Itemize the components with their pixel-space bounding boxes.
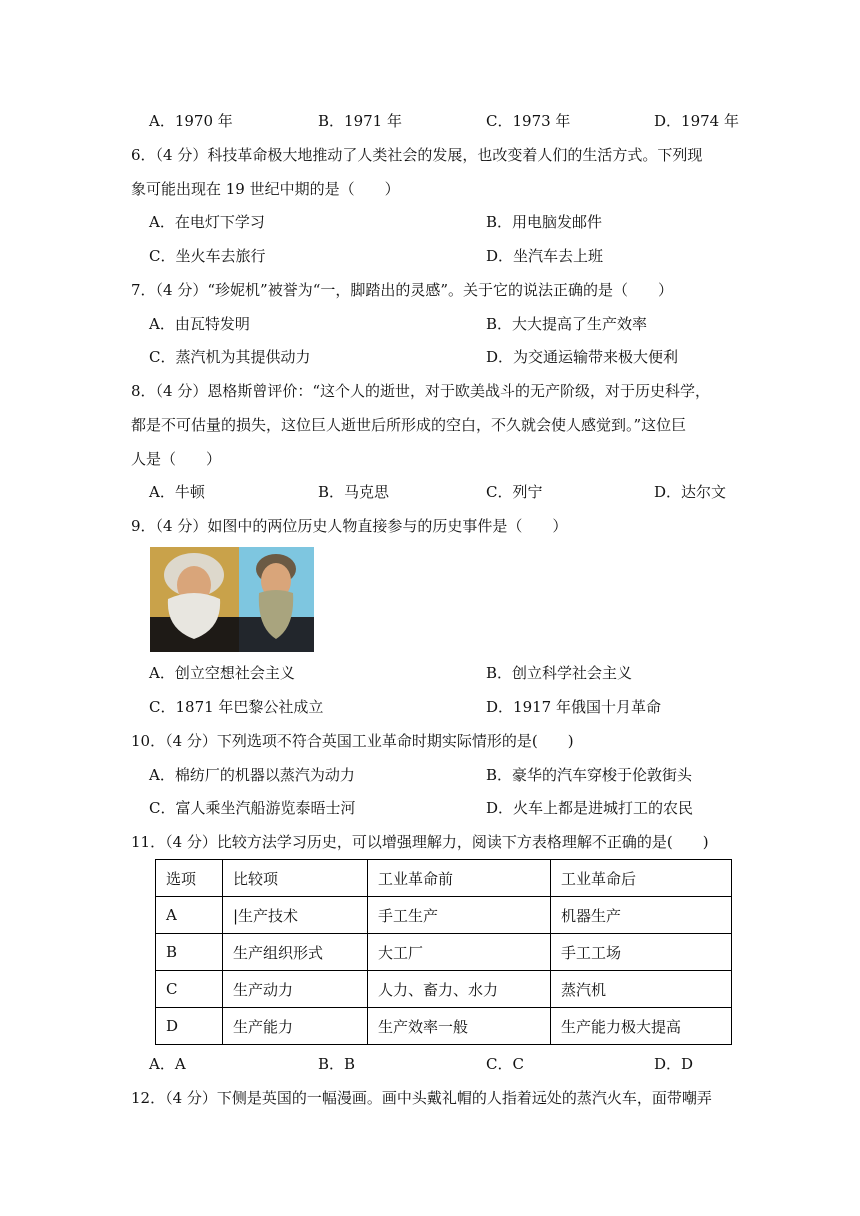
table-header-cell: 工业革命前 xyxy=(368,860,551,897)
marx-portrait xyxy=(150,547,239,652)
q7-option-a: A．由瓦特发明 xyxy=(149,315,250,333)
table-cell: B xyxy=(156,934,223,971)
q8-option-d: D．达尔文 xyxy=(654,483,727,501)
table-row xyxy=(156,934,732,971)
q12-stem: 12．（4 分）下侧是英国的一幅漫画。画中头戴礼帽的人指着远处的蒸汽火车，面带嘲弄 xyxy=(131,1089,712,1107)
table-row xyxy=(156,897,732,934)
engels-portrait xyxy=(239,547,314,652)
q8-stem-line2: 都是不可估量的损失，这位巨人逝世后所形成的空白，不久就会使人感觉到。”这位巨 xyxy=(131,416,687,434)
q10-option-c: C．富人乘坐汽船游览泰晤士河 xyxy=(149,799,356,817)
q8-option-b: B．马克思 xyxy=(318,483,390,501)
q11-option-d: D．D xyxy=(654,1055,694,1073)
q9-option-a: A．创立空想社会主义 xyxy=(149,664,295,682)
q5-option-a: A．1970 年 xyxy=(149,112,233,130)
table-cell: 蒸汽机 xyxy=(551,971,732,1008)
q6-option-a: A．在电灯下学习 xyxy=(149,213,265,231)
table-header-row xyxy=(156,860,732,897)
q8-option-c: C．列宁 xyxy=(486,483,543,501)
table-cell: A xyxy=(156,897,223,934)
q9-option-b: B．创立科学社会主义 xyxy=(486,664,633,682)
q9-stem: 9．（4 分）如图中的两位历史人物直接参与的历史事件是（ ） xyxy=(131,517,568,535)
table-header-cell: 选项 xyxy=(156,860,223,897)
q7-option-c: C．蒸汽机为其提供动力 xyxy=(149,348,311,366)
q5-option-c: C．1973 年 xyxy=(486,112,571,130)
table-header-cell: 工业革命后 xyxy=(551,860,732,897)
table-cell: 人力、畜力、水力 xyxy=(368,971,551,1008)
table-cell: C xyxy=(156,971,223,1008)
q6-option-d: D．坐汽车去上班 xyxy=(486,247,604,265)
table-header-cell: 比较项 xyxy=(223,860,368,897)
q8-option-a: A．牛顿 xyxy=(149,483,205,501)
q8-stem-line1: 8．（4 分）恩格斯曾评价：“这个人的逝世，对于欧美战斗的无产阶级，对于历史科学， xyxy=(131,382,711,400)
table-cell: 生产效率一般 xyxy=(368,1008,551,1045)
q6-stem-line2: 象可能出现在 19 世纪中期的是（ ） xyxy=(131,180,400,198)
table-cell: 手工工场 xyxy=(551,934,732,971)
table-cell: 生产能力 xyxy=(223,1008,368,1045)
q11-option-b: B．B xyxy=(318,1055,356,1073)
q7-option-d: D．为交通运输带来极大便利 xyxy=(486,348,679,366)
q6-option-c: C．坐火车去旅行 xyxy=(149,247,266,265)
q11-option-c: C．C xyxy=(486,1055,524,1073)
q8-stem-line3: 人是（ ） xyxy=(131,450,222,468)
q7-option-b: B．大大提高了生产效率 xyxy=(486,315,648,333)
table-cell: D xyxy=(156,1008,223,1045)
table-cell: 生产动力 xyxy=(223,971,368,1008)
table-row xyxy=(156,1008,732,1045)
table-cell: 大工厂 xyxy=(368,934,551,971)
q11-stem: 11．（4 分）比较方法学习历史，可以增强理解力，阅读下方表格理解不正确的是( ) xyxy=(131,833,709,851)
comparison-table xyxy=(155,859,732,1045)
q10-option-b: B．豪华的汽车穿梭于伦敦街头 xyxy=(486,766,693,784)
table-cell: 手工生产 xyxy=(368,897,551,934)
table-row xyxy=(156,971,732,1008)
q11-option-a: A．A xyxy=(149,1055,186,1073)
table-cell: 生产组织形式 xyxy=(223,934,368,971)
q9-option-d: D．1917 年俄国十月革命 xyxy=(486,698,661,716)
q7-stem: 7．（4 分）“珍妮机”被誉为“一，脚踏出的灵感”。关于它的说法正确的是（ ） xyxy=(131,281,674,299)
table-cell: |生产技术 xyxy=(223,897,368,934)
q9-option-c: C．1871 年巴黎公社成立 xyxy=(149,698,324,716)
q5-option-d: D．1974 年 xyxy=(654,112,739,130)
table-cell: 生产能力极大提高 xyxy=(551,1008,732,1045)
q10-option-d: D．火车上都是进城打工的农民 xyxy=(486,799,694,817)
q6-stem-line1: 6．（4 分）科技革命极大地推动了人类社会的发展，也改变着人们的生活方式。下列现 xyxy=(131,146,703,164)
q10-option-a: A．棉纺厂的机器以蒸汽为动力 xyxy=(149,766,355,784)
table-cell: 机器生产 xyxy=(551,897,732,934)
q6-option-b: B．用电脑发邮件 xyxy=(486,213,603,231)
q10-stem: 10．（4 分）下列选项不符合英国工业革命时期实际情形的是( ) xyxy=(131,732,574,750)
q5-option-b: B．1971 年 xyxy=(318,112,402,130)
